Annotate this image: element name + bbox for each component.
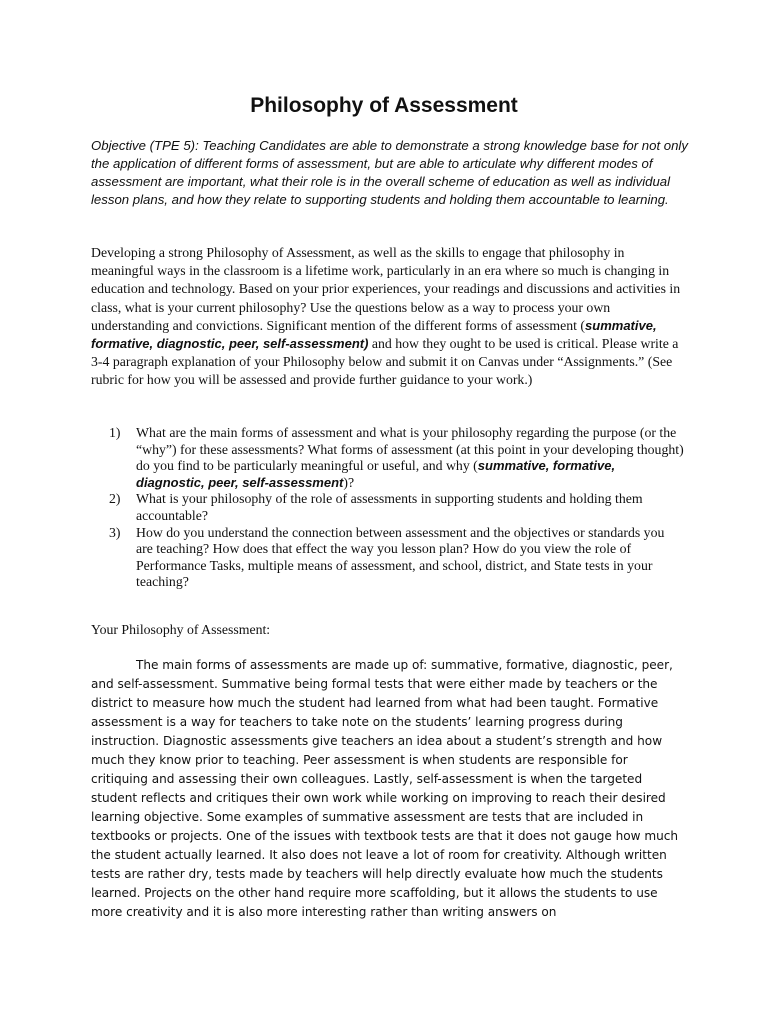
question-number: 1) xyxy=(109,425,121,440)
question-text-end: )? xyxy=(343,474,355,490)
question-text: What are the main forms of assessment and what is your philosophy regarding the purpose (or the “why”) for these assessments? What forms of assessment (at this point in your developing thought) do you find to be particularly meaningful or useful, and why ( xyxy=(136,425,684,474)
question-text: What is your philosophy of the role of assessments in supporting students and holding them accountable? xyxy=(136,491,643,523)
question-item-1 xyxy=(109,425,684,491)
objective-paragraph: Objective (TPE 5): Teaching Candidates are able to demonstrate a strong knowledge base for not only the application of different forms of assessment, but are able to articulate why different modes of assessment are important, what their role is in the overall scheme of education as well as individual lesson plans, and how they relate to supporting students and holding them accountable to learning. xyxy=(91,138,688,207)
intro-text-end: and how they ought to be used is critical. Please write a 3-4 paragraph explanation of your Philosophy below and submit it on Canvas under “Assignments.” (See rubric for how you will be assessed and provide further guidance to your work.) xyxy=(91,336,679,388)
assessment-forms-emphasis: summative, formative, diagnostic, peer, self-assessment xyxy=(136,458,616,490)
assessment-forms-emphasis: summative, formative, diagnostic, peer, self-assessment) xyxy=(91,317,657,352)
question-item-3 xyxy=(109,525,684,591)
response-paragraph: The main forms of assessments are made up of: summative, formative, diagnostic, peer, and self-assessment. Summative being formal tests that were either made by teachers or the district to measure how much the student had learned from what had been taught. Formative assessment is a way for teachers to take note on the students’ learning progress during instruction. Diagnostic assessments give teachers an idea about a student’s strength and how much they know prior to teaching. Peer assessment is when students are responsible for critiquing and assessing their own colleagues. Lastly, self-assessment is when the targeted student reflects and critiques their own work while working on improving to reach their desired learning objective. Some examples of summative assessment are tests that are included in textbooks or projects. One of the issues with textbook tests are that it does not gauge how much the student actually learned. It also does not leave a lot of room for creativity. Although written tests are rather dry, tests made by teachers will help directly evaluate how much the students learned. Projects on the other hand require more scaffolding, but it allows the students to use more creativity and it is also more interesting rather than writing answers on xyxy=(91,658,679,919)
guiding-questions-list xyxy=(109,425,684,591)
question-text: How do you understand the connection between assessment and the objectives or standards you are teaching? How does that effect the way you lesson plan? How do you view the role of Performance Tasks, multiple means of assessment, and school, district, and State tests in your teaching? xyxy=(136,524,665,590)
intro-paragraph xyxy=(91,244,681,390)
question-number: 3) xyxy=(109,524,121,540)
page-title: Philosophy of Assessment xyxy=(250,94,518,117)
intro-text-start: Developing a strong Philosophy of Assessment, as well as the skills to engage that philosophy in meaningful ways in the classroom is a lifetime work, particularly in an era where so much is changing in education and technology. Based on your prior experiences, your readings and discussions and activities in class, what is your current philosophy? Use the questions below as a way to process your own understanding and convictions. Significant mention of the different forms of assessment ( xyxy=(91,245,681,333)
response-heading: Your Philosophy of Assessment: xyxy=(91,622,271,637)
question-number: 2) xyxy=(109,491,121,507)
question-item-2 xyxy=(109,491,684,524)
